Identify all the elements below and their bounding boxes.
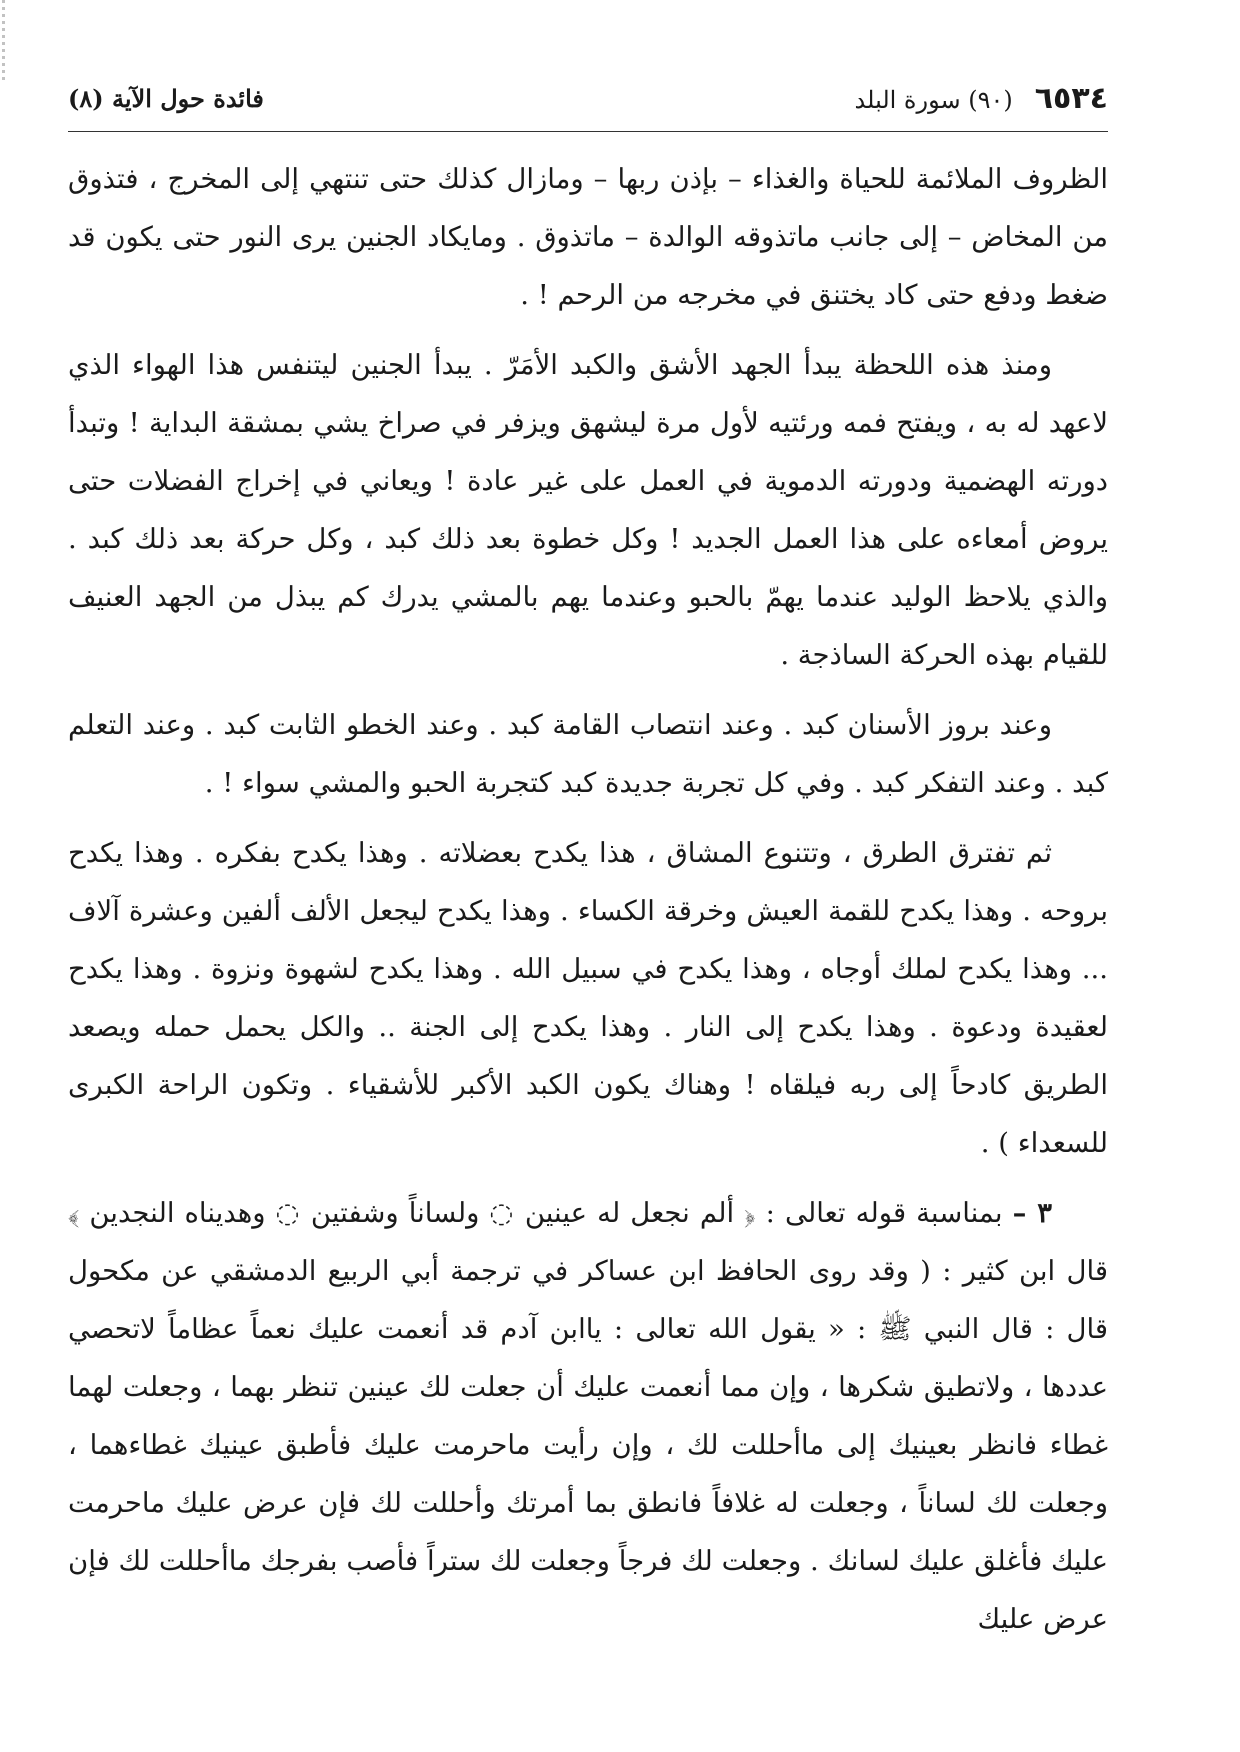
surah-label: (٩٠) سورة البلد [854, 85, 1013, 114]
paragraph-2: ومنذ هذه اللحظة يبدأ الجهد الأشق والكبد الأمَرّ . يبدأ الجنين ليتنفس هذا الهواء الذي لاعهد له به ، ويفتح فمه ورئتيه لأول مرة ليشهق ويزفر في صراخ يشي بمشقة البداية ! وتبدأ دورته الهضمية ودورته الدموية في العمل على غير عادة ! ويعاني في إخراج الفضلات حتى يروض أمعاءه على هذا العمل الجديد ! وكل خطوة بعد ذلك كبد ، وكل حركة بعد ذلك كبد . والذي يلاحظ الوليد عندما يهمّ بالحبو وعندما يهم بالمشي يدرك كم يبذل من الجهد العنيف للقيام بهذه الحركة الساذجة . [68, 349, 1108, 671]
scan-artifact [2, 0, 5, 80]
paragraph-1: الظروف الملائمة للحياة والغذاء – بإذن ربها – ومازال كذلك حتى تنتهي إلى المخرج ، فتذوق من المخاض – إلى جانب ماتذوقه الوالدة – ماتذوق . ومايكاد الجنين يرى النور حتى يكون قد ضغط ودفع حتى كاد يختنق في مخرجه من الرحم ! . [68, 163, 1108, 311]
paragraph-5-text: بمناسبة قوله تعالى : ﴿ ألم نجعل له عينين ◌ ولساناً وشفتين ◌ وهديناه النجدين ﴾ قال ابن كثير : ( وقد روى الحافظ ابن عساكر في ترجمة أبي الربيع الدمشقي عن مكحول قال : قال النبي ﷺ : « يقول الله تعالى : ياابن آدم قد أنعمت عليك نعماً عظاماً لاتحصي عددها ، ولاتطيق شكرها ، وإن مما أنعمت عليك أن جعلت لك عينين تنظر بهما ، وجعلت لهما غطاء فانظر بعينيك إلى ماأحللت لك ، وإن رأيت ماحرمت عليك فأطبق عينيك غطاءهما ، وجعلت لك لساناً ، وجعلت له غلافاً فانطق بما أمرتك وأحللت لك فإن عرض عليك ماحرمت عليك فأغلق عليك لسانك . وجعلت لك فرجاً وجعلت لك ستراً فأصب بفرجك ماأحللت لك فإن عرض عليك [68, 1197, 1108, 1635]
page-header [68, 72, 1108, 124]
item-number: ٣ – [1012, 1197, 1052, 1229]
header-right-group [855, 81, 1108, 116]
page-number: ٦٥٣٤ [1034, 80, 1108, 116]
section-title: فائدة حول الآية (٨) [68, 83, 264, 113]
paragraph-3: وعند بروز الأسنان كبد . وعند انتصاب القامة كبد . وعند الخطو الثابت كبد . وعند التعلم كبد . وعند التفكر كبد . وفي كل تجربة جديدة كبد كتجربة الحبو والمشي سواء ! . [68, 709, 1108, 799]
paragraph-5 [68, 1184, 1108, 1648]
header-divider [68, 131, 1108, 132]
paragraph-4: ثم تفترق الطرق ، وتتنوع المشاق ، هذا يكدح بعضلاته . وهذا يكدح بفكره . وهذا يكدح بروحه . وهذا يكدح للقمة العيش وخرقة الكساء . وهذا يكدح ليجعل الألف ألفين وعشرة آلاف ... وهذا يكدح لملك أوجاه ، وهذا يكدح في سبيل الله . وهذا يكدح لشهوة ونزوة . وهذا يكدح لعقيدة ودعوة . وهذا يكدح إلى النار . وهذا يكدح إلى الجنة .. والكل يحمل حمله ويصعد الطريق كادحاً إلى ربه فيلقاه ! وهناك يكون الكبد الأكبر للأشقياء . وتكون الراحة الكبرى للسعداء ) . [68, 837, 1108, 1159]
body-text [68, 150, 1108, 1648]
